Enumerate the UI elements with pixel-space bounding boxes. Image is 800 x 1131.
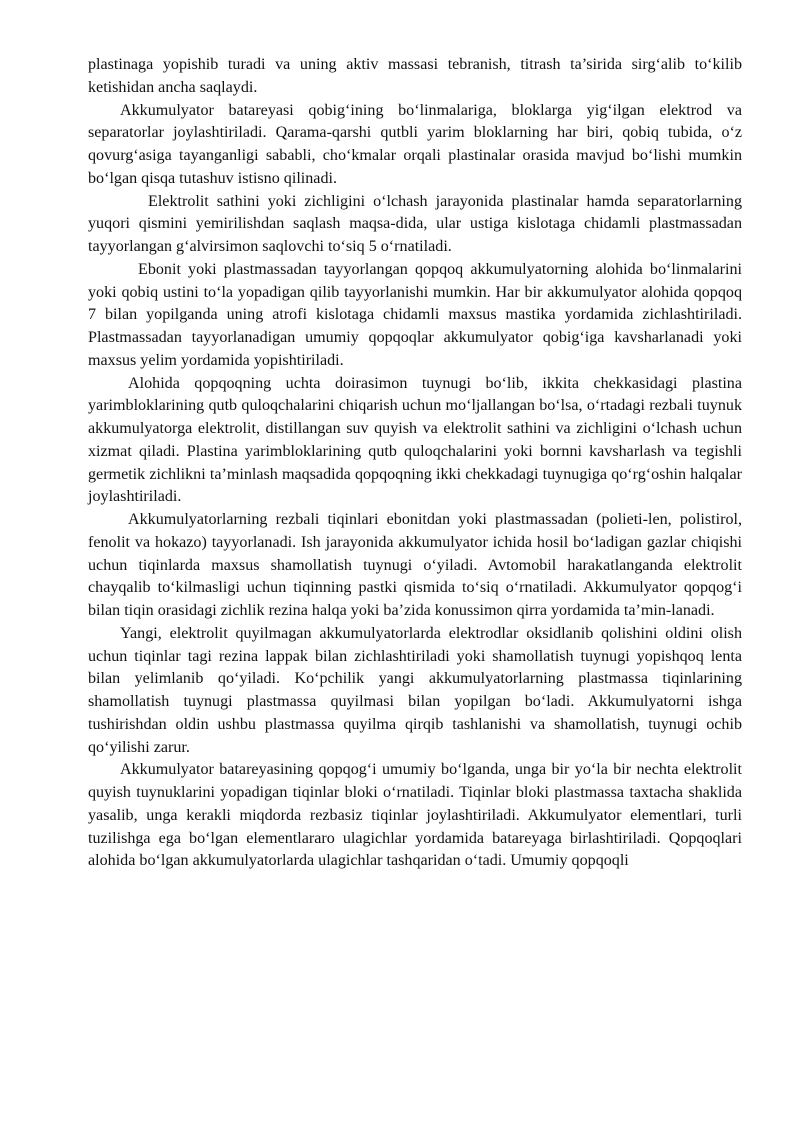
document-page — [88, 54, 742, 873]
paragraph-threaded-plugs: Akkumulyatorlarning rezbali tiqinlari ebonitdan yoki plastmassadan (polieti-len, polistirol, fenolit va hokazo) tayyorlanadi. Ish jarayonida akkumulyator ichida hosil bo‘ladigan gazlar chiqishi uchun tiqinlarda maxsus shamollatish tuynugi o‘yiladi. Avtomobil harakatlanganda elektrolit chayqalib to‘kilmasligi uchun tiqinning pastki qismida to‘siq o‘rnatiladi. Akkumulyator qopqog‘i bilan tiqin orasidagi zichlik rezina halqa yoki ba’zida konussimon qirra yordamida ta’min-lanadi. — [88, 511, 742, 619]
paragraph-new-batteries: Yangi, elektrolit quyilmagan akkumulyatorlarda elektrodlar oksidlanib qolishini oldini olish uchun tiqinlar tagi rezina lappak bilan zichlashtiriladi yoki shamollatish tuynugi yopishqoq lenta bilan yelimlanib qo‘yiladi. Ko‘pchilik yangi akkumulyatorlarning plastmassa tiqinlarining shamollatish tuynugi plastmassa quyilmasi bilan yopilgan bo‘ladi. Akkumulyatorni ishga tushirishdan oldin ushbu plastmassa quyilma qirqib tashlanishi va shamollatish, tuynugi ochib qo‘yilishi zarur. — [88, 624, 742, 756]
paragraph-electrolyte-level: Elektrolit sathini yoki zichligini o‘lchash jarayonida plastinalar hamda separatorlarning yuqori qismini yemirilishdan saqlash maqsa-dida, ular ustiga kislotaga chidamli plastmassadan tayyorlangan g‘alvirsimon saqlovchi to‘siq 5 o‘rnatiladi. — [88, 192, 742, 255]
paragraph-plug-block: Akkumulyator batareyasining qopqog‘i umumiy bo‘lganda, unga bir yo‘la bir nechta elektrolit quyish tuynuklarini yopadigan tiqinlar bloki o‘rnatiladi. Tiqinlar bloki plastmassa taxtacha shaklida yasalib, unga kerakli miqdorda rezbasiz tiqinlar joylashtiriladi. Akkumulyator elementlari, turli tuzilishga ega bo‘lgan elementlararo ulagichlar yordamida batareyaga birlashtiriladi. Qopqoqlari alohida bo‘lgan akkumulyatorlarda ulagichlar tashqaridan o‘tadi. Umumiy qopqoqli — [88, 761, 742, 870]
paragraph-ebonite-lid: Ebonit yoki plastmassadan tayyorlangan qopqoq akkumulyatorning alohida bo‘linmalarini yoki qobiq ustini to‘la yopadigan qilib tayyorlanishi mumkin. Har bir akkumulyator alohida qopqoq 7 bilan yopilganda uning atrofi kislotaga chidamli maxsus mastika yordamida zichlashtiriladi. Plastmassadan tayyorlanadigan umumiy qopqoqlar akkumulyator qobig‘iga kavsharlanadi yoki maxsus yelim yordamida yopishtiriladi. — [88, 260, 742, 369]
paragraph-continuation: plastinaga yopishib turadi va uning aktiv massasi tebranish, titrash ta’sirida sirg‘alib to‘kilib ketishidan ancha saqlaydi. — [88, 56, 742, 96]
paragraph-battery-casing: Akkumulyator batareyasi qobig‘ining bo‘linmalariga, bloklarga yig‘ilgan elektrod va separatorlar joylashtiriladi. Qarama-qarshi qutbli yarim bloklarning har biri, qobiq tubida, o‘z qovurg‘asiga tayanganligi sababli, cho‘kmalar orqali plastinalar orasida mavjud bo‘lishi mumkin bo‘lgan qisqa tutashuv istisno qilinadi. — [88, 101, 742, 187]
paragraph-lid-openings: Alohida qopqoqning uchta doirasimon tuynugi bo‘lib, ikkita chekkasidagi plastina yarimbloklarining qutb quloqchalarini chiqarish uchun mo‘ljallangan bo‘lsa, o‘rtadagi rezbali tuynuk akkumulyatorga elektrolit, distillangan suv quyish va elektrolit sathini va zichligini o‘lchash uchun xizmat qiladi. Plastina yarimbloklarining qutb quloqchalarini yoki bornni kavsharlash va tegishli germetik zichlikni ta’minlash maqsadida qopqoqning ikki chekkadagi tuynugiga qo‘rg‘oshin halqalar joylashtiriladi. — [88, 374, 742, 506]
